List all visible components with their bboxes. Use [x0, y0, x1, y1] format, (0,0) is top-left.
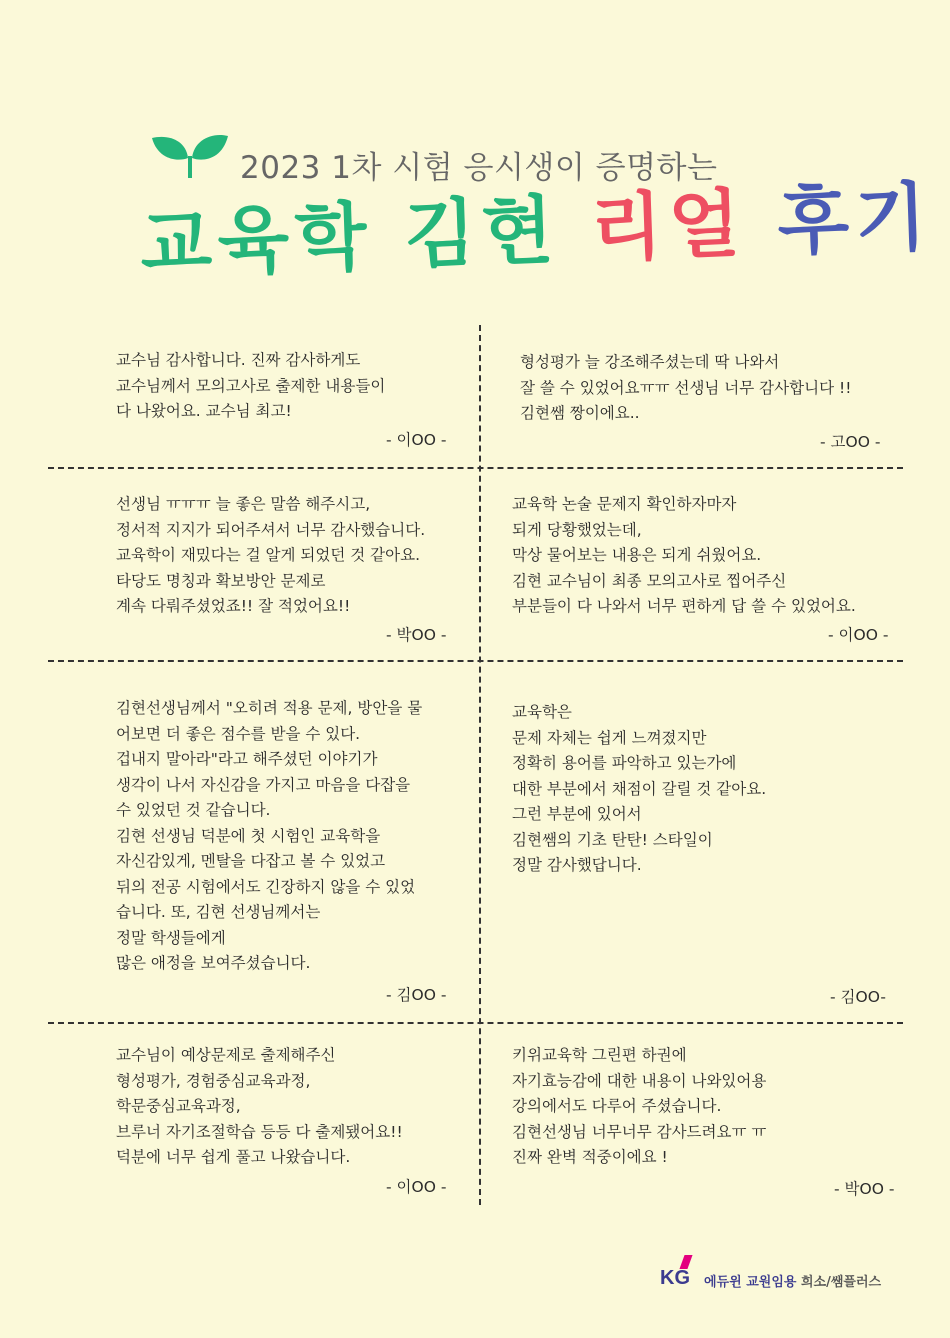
divider-horizontal	[48, 1022, 903, 1024]
subtitle: 2023 1차 시험 응시생이 증명하는	[240, 150, 718, 186]
review-line: 김현쌤의 기초 탄탄! 스타일이	[512, 830, 713, 849]
divider-horizontal	[48, 467, 903, 469]
review-author: - 김OO -	[386, 986, 447, 1004]
review-line: 정확히 용어를 파악하고 있는가에	[512, 754, 737, 772]
review-text	[512, 700, 766, 879]
review-author: - 박OO -	[834, 1180, 895, 1198]
review-line: 타당도 명칭과 확보방안 문제로	[116, 571, 326, 590]
review-line: 뒤의 전공 시험에서도 긴장하지 않을 수 있었	[116, 877, 416, 896]
review-line: 어보면 더 좋은 점수를 받을 수 있다.	[116, 724, 361, 743]
review-author: - 이OO -	[828, 626, 889, 644]
header	[0, 0, 950, 300]
review-author: - 김OO-	[830, 988, 886, 1006]
review-line: 진짜 완벽 적중이에요 !	[512, 1148, 668, 1166]
kg-logo-icon	[660, 1255, 700, 1291]
review-line: 겁내지 말아라"라고 해주셨던 이야기가	[116, 750, 378, 768]
review-line: 교육학은	[512, 703, 572, 721]
review-text	[116, 696, 422, 977]
review-text	[512, 1043, 766, 1171]
review-line: 키위교육학 그린편 하권에	[512, 1046, 687, 1064]
logo-text: KG	[660, 1267, 690, 1289]
review-line: 정서적 지지가 되어주셔서 너무 감사했습니다.	[116, 520, 426, 539]
review-line: 김현 선생님 덕분에 첫 시험인 교육학을	[116, 826, 381, 845]
title-part-1: 교육학 김현	[138, 187, 561, 288]
review-line: 교수님이 예상문제로 출제해주신	[116, 1046, 336, 1064]
review-line: 많은 애정을 보여주셨습니다.	[116, 954, 311, 972]
review-line: 문제 자체는 쉽게 느껴졌지만	[512, 728, 707, 747]
review-text	[116, 492, 425, 620]
footer-logo	[660, 1255, 910, 1295]
footer-brand	[704, 1271, 881, 1290]
review-line: 계속 다뤄주셨었죠!! 잘 적었어요!!	[116, 597, 351, 615]
review-line: 정말 감사했답니다.	[512, 856, 642, 874]
review-author: - 박OO -	[386, 626, 447, 644]
review-line: 형성평가 늘 강조해주셨는데 딱 나와서	[520, 353, 780, 371]
review-line: 교수님 감사합니다. 진짜 감사하게도	[116, 351, 361, 369]
review-line: 정말 학생들에게	[116, 928, 226, 947]
review-line: 막상 물어보는 내용은 되게 쉬웠어요.	[512, 546, 762, 564]
review-line: 교육학이 재밌다는 걸 알게 되었던 것 같아요.	[116, 546, 421, 564]
brand-name: 에듀윈 교원임용	[704, 1275, 797, 1290]
divider-vertical	[479, 325, 481, 1205]
review-line: 김현쌤 짱이에요..	[520, 404, 640, 422]
review-line: 김현선생님 너무너무 감사드려요ㅠ ㅠ	[512, 1122, 767, 1141]
review-line: 수 있었던 것 같습니다.	[116, 801, 271, 819]
review-text	[116, 1043, 403, 1171]
review-line: 강의에서도 다루어 주셨습니다.	[512, 1097, 722, 1115]
review-author: - 이OO -	[386, 431, 447, 449]
review-line: 자신감있게, 멘탈을 다잡고 볼 수 있었고	[116, 852, 386, 870]
review-line: 되게 당황했었는데,	[512, 520, 642, 539]
title-part-3: 후기	[776, 174, 934, 266]
review-line: 자기효능감에 대한 내용이 나와있어용	[512, 1071, 767, 1090]
title-part-2: 리얼	[589, 180, 748, 273]
review-text	[520, 350, 851, 427]
divider-horizontal	[48, 660, 903, 662]
review-line: 교수님께서 모의고사로 출제한 내용들이	[116, 376, 386, 395]
review-line: 부분들이 다 나와서 너무 편하게 답 쓸 수 있었어요.	[512, 597, 856, 615]
review-line: 덕분에 너무 쉽게 풀고 나왔습니다.	[116, 1148, 351, 1166]
review-author: - 고OO -	[820, 433, 881, 451]
review-line: 선생님 ㅠㅠㅠ 늘 좋은 말씀 해주시고,	[116, 495, 371, 513]
review-line: 습니다. 또, 김현 선생님께서는	[116, 903, 321, 921]
sprout-icon	[150, 132, 230, 178]
review-line: 대한 부분에서 채점이 갈릴 것 같아요.	[512, 779, 767, 798]
review-line: 그런 부분에 있어서	[512, 805, 642, 823]
review-line: 학문중심교육과정,	[116, 1097, 241, 1115]
review-line: 형성평가, 경험중심교육과정,	[116, 1071, 311, 1090]
brand-sub: 희소/쌤플러스	[800, 1275, 882, 1290]
review-line: 김현 교수님이 최종 모의고사로 찝어주신	[512, 571, 787, 590]
review-author: - 이OO -	[386, 1178, 447, 1196]
review-line: 브루너 자기조절학습 등등 다 출제됐어요!!	[116, 1122, 403, 1141]
review-line: 다 나왔어요. 교수님 최고!	[116, 402, 292, 420]
review-line: 교육학 논술 문제지 확인하자마자	[512, 495, 737, 513]
review-line: 잘 쓸 수 있었어요ㅠㅠ 선생님 너무 감사합니다 !!	[520, 378, 852, 397]
review-text	[116, 348, 385, 425]
review-line: 김현선생님께서 "오히려 적용 문제, 방안을 물	[116, 699, 423, 717]
review-text	[512, 492, 856, 620]
review-line: 생각이 나서 자신감을 가지고 마음을 다잡을	[116, 775, 411, 794]
